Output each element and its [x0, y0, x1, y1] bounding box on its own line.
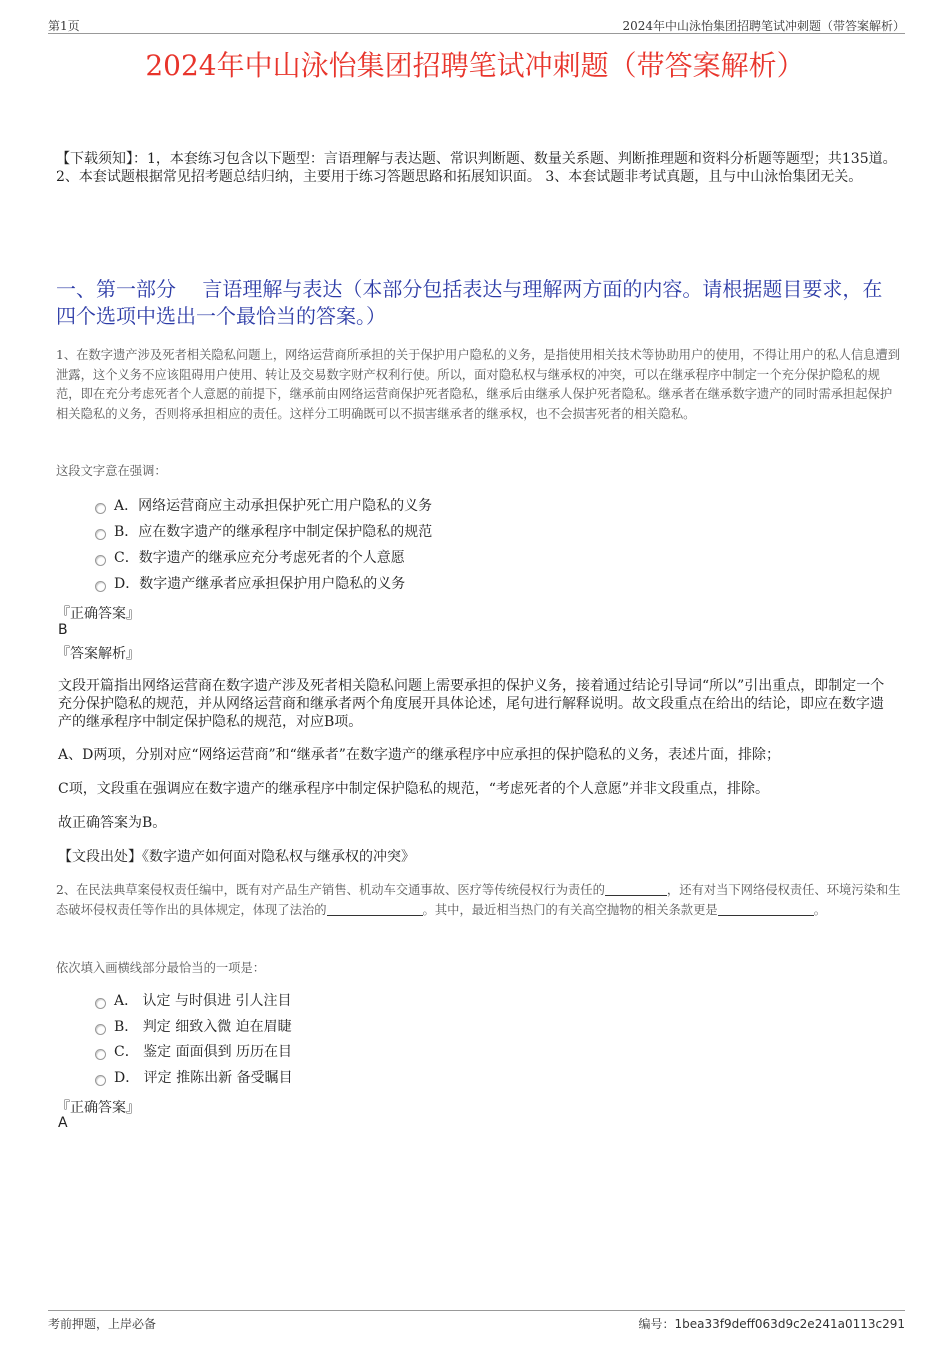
- q1-source: 【文段出处】《数字遗产如何面对隐私权与继承权的冲突》: [58, 849, 415, 865]
- radio-icon[interactable]: [95, 581, 106, 592]
- q1-option-b[interactable]: B．应在数字遗产的继承程序中制定保护隐私的规范: [95, 522, 432, 542]
- q1-analysis-p1: 文段开篇指出网络运营商在数字遗产涉及死者相关隐私问题上需要承担的保护义务，接着通过结论引导词“所以”引出重点，即制定一个充分保护隐私的规范，并从网络运营商和继承者两个角度展开具体论述，尾句进行解释说明。故文段重点在给出的结论，即应在数字遗产的继承程序中制定保护隐私的规范，对应B项。: [58, 678, 885, 730]
- q1-option-c[interactable]: C．数字遗产的继承应充分考虑死者的个人意愿: [95, 548, 405, 568]
- q1-answer-label: 『正确答案』: [56, 606, 140, 622]
- q2-blank-1: [605, 883, 667, 896]
- radio-icon[interactable]: [95, 555, 106, 566]
- q1-text: 1、在数字遗产涉及死者相关隐私问题上，网络运营商所承担的关于保护用户隐私的义务，是指使用相关技术等协助用户的使用，不得让用户的私人信息遭到泄露，这个义务不应该阻碍用户使用、转让及交易数字财产权利行使。所以，面对隐私权与继承权的冲突，可以在继承程序中制定一个充分保护隐私的规范，即在充分考虑死者个人意愿的前提下，继承前由网络运营商保护死者隐私，继承后由继承人保护死者隐私。继承者在继承数字遗产的同时需承担起保护相关隐私的义务，否则将承担相应的责任。这样分工明确既可以不损害继承者的继承权，也不会损害死者的相关隐私。: [56, 348, 901, 421]
- q2-answer: A: [58, 1115, 68, 1131]
- q2-answer-label: 『正确答案』: [56, 1100, 140, 1116]
- q2-prompt: 依次填入画横线部分最恰当的一项是：: [56, 961, 266, 975]
- radio-icon[interactable]: [95, 1024, 106, 1035]
- download-notice: 【下载须知】：1，本套练习包含以下题型：言语理解与表达题、常识判断题、数量关系题、判断推理题和资料分析题等题型；共135道。 2、本套试题根据常见招考题总结归纳，主要用于练习答题思路和拓展知识面。 3、本套试题非考试真题，且与中山泳怡集团无关。: [56, 151, 897, 185]
- q1-option-a[interactable]: A．网络运营商应主动承担保护死亡用户隐私的义务: [95, 496, 432, 516]
- q2-option-d[interactable]: D． 评定 推陈出新 备受瞩目: [95, 1068, 293, 1088]
- q1-analysis-label: 『答案解析』: [56, 646, 140, 662]
- radio-icon[interactable]: [95, 529, 106, 540]
- header-doc-title: 2024年中山泳怡集团招聘笔试冲刺题（带答案解析）: [622, 19, 905, 33]
- q2-option-a[interactable]: A． 认定 与时俱进 引人注目: [95, 991, 291, 1011]
- radio-icon[interactable]: [95, 998, 106, 1009]
- page-title: 2024年中山泳怡集团招聘笔试冲刺题（带答案解析）: [145, 49, 805, 82]
- q2-option-b[interactable]: B． 判定 细致入微 迫在眉睫: [95, 1017, 292, 1037]
- radio-icon[interactable]: [95, 1075, 106, 1086]
- page-footer: [48, 1310, 905, 1331]
- q2-blank-2: [327, 903, 423, 916]
- footer-code: 编号：1bea33f9deff063d9c2e241a0113c291: [638, 1317, 905, 1331]
- radio-icon[interactable]: [95, 1049, 106, 1060]
- radio-icon[interactable]: [95, 503, 106, 514]
- q1-answer: B: [58, 622, 68, 638]
- q1-analysis-p2: A、D两项，分别对应“网络运营商”和“继承者”在数字遗产的继承程序中应承担的保护隐私的义务，表述片面，排除；: [58, 747, 780, 763]
- q1-analysis-p4: 故正确答案为B。: [58, 815, 167, 831]
- page-number: 第1页: [48, 19, 80, 33]
- q1-option-d[interactable]: D．数字遗产继承者应承担保护用户隐私的义务: [95, 574, 405, 594]
- footer-slogan: 考前押题，上岸必备: [48, 1317, 157, 1331]
- q1-analysis-p3: C项，文段重在强调应在数字遗产的继承程序中制定保护隐私的规范，“考虑死者的个人意愿”并非文段重点，排除。: [58, 781, 770, 797]
- q2-blank-3: [718, 903, 814, 916]
- section-title: 一、第一部分 言语理解与表达（本部分包括表达与理解两方面的内容。请根据题目要求，在四个选项中选出一个最恰当的答案。）: [56, 277, 883, 328]
- q2-text: 2、在民法典草案侵权责任编中，既有对产品生产销售、机动车交通事故、医疗等传统侵权行为责任的 ，还有对当下网络侵权责任、环境污染和生态破坏侵权责任等作出的具体规定，体现了法治的 。其中，最近相当热门的有关高空抛物的相关条款更是 。: [56, 883, 901, 917]
- q1-prompt: 这段文字意在强调：: [56, 464, 167, 478]
- page-header: [48, 17, 905, 34]
- q2-option-c[interactable]: C． 鉴定 面面俱到 历历在目: [95, 1042, 292, 1062]
